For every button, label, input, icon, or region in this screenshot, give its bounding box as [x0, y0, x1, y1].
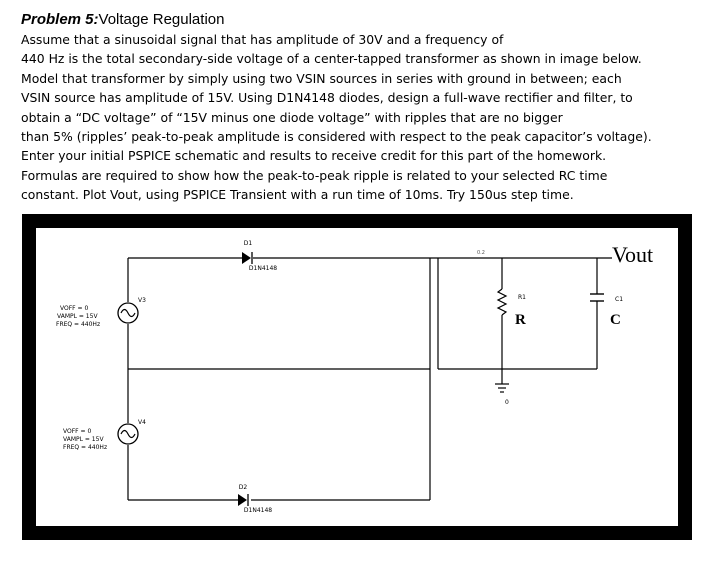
vout-label: Vout	[612, 242, 654, 267]
source-v4-icon	[118, 424, 138, 444]
d1-part: D1N4148	[248, 265, 278, 272]
problem-label: Problem 5:	[21, 11, 99, 28]
r-label: R	[515, 312, 526, 328]
v4-ref: V4	[138, 419, 146, 426]
problem-title	[21, 10, 711, 29]
problem-line: than 5% (ripples’ peak-to-peak amplitude is considered with respect to the peak capacitor’s voltage).	[21, 129, 652, 145]
schematic-svg	[22, 214, 692, 540]
schematic-canvas	[36, 228, 678, 526]
ground-label: 0	[505, 399, 509, 406]
problem-line: obtain a “DC voltage” of “15V minus one diode voltage” with ripples that are no bigger	[21, 109, 563, 125]
problem-text	[21, 10, 711, 205]
node-label: 0.2	[477, 250, 485, 256]
v3-vampl: VAMPL = 15V	[57, 313, 98, 320]
problem-line: constant. Plot Vout, using PSPICE Transient with a run time of 10ms. Try 150us step time.	[21, 187, 574, 203]
d2-ref: D2	[238, 484, 248, 491]
problem-line: Assume that a sinusoidal signal that has amplitude of 30V and a frequency of	[21, 32, 504, 47]
problem-line: Formulas are required to show how the peak-to-peak ripple is related to your selected RC time	[21, 167, 608, 183]
source-v3-icon	[118, 303, 138, 323]
v3-voff: VOFF = 0	[60, 305, 89, 312]
problem-title-text: Voltage Regulation	[98, 11, 225, 28]
v4-freq: FREQ = 440Hz	[63, 444, 108, 451]
c1-ref: C1	[615, 296, 624, 303]
v3-freq: FREQ = 440Hz	[56, 321, 101, 328]
c-label: C	[610, 312, 621, 328]
schematic-figure	[22, 214, 692, 540]
v4-vampl: VAMPL = 15V	[63, 436, 104, 443]
v3-ref: V3	[138, 297, 146, 304]
d1-ref: D1	[243, 240, 253, 247]
problem-line: Enter your initial PSPICE schematic and results to receive credit for this part of the homework.	[21, 148, 607, 164]
r1-ref: R1	[518, 294, 526, 301]
v4-voff: VOFF = 0	[63, 428, 92, 435]
problem-line: Model that transformer by simply using two VSIN sources in series with ground in between; each	[21, 70, 622, 86]
d2-part: D1N4148	[243, 507, 273, 514]
problem-line: 440 Hz is the total secondary-side voltage of a center-tapped transformer as shown in image below.	[21, 51, 642, 67]
problem-line: VSIN source has amplitude of 15V. Using D1N4148 diodes, design a full-wave rectifier and filter, to	[21, 90, 633, 106]
